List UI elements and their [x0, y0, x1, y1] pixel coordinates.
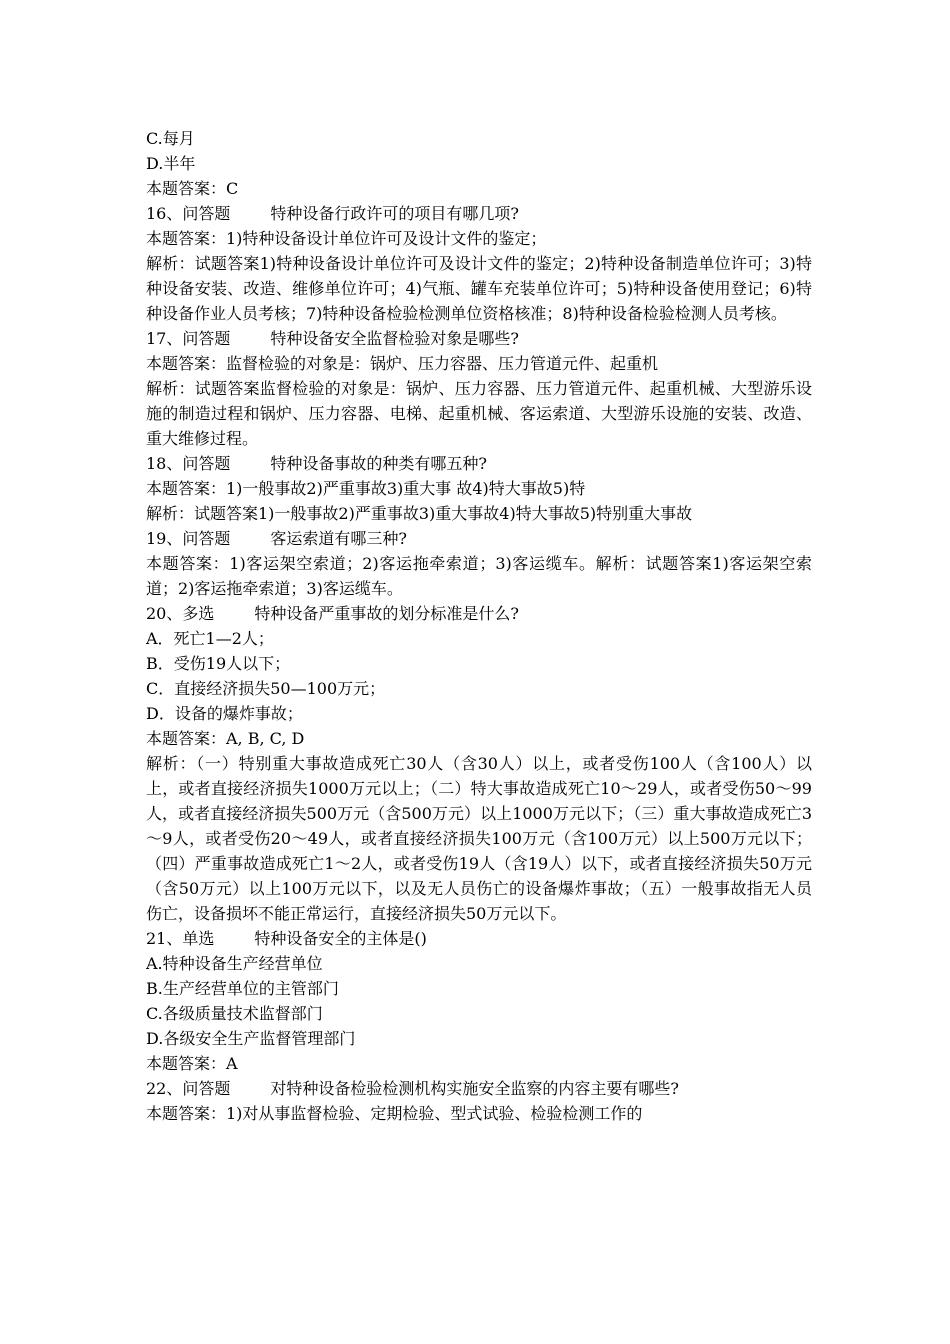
question-22 — [146, 1076, 812, 1101]
question-17 — [146, 326, 812, 351]
question-text: 对特种设备检验检测机构实施安全监察的内容主要有哪些? — [270, 1079, 679, 1098]
question-text: 特种设备行政许可的项目有哪几项? — [270, 204, 519, 223]
question-number: 20、多选 — [146, 604, 215, 623]
option-b: B．受伤19人以下； — [146, 654, 291, 673]
option-d: D.各级安全生产监督管理部门 — [146, 1029, 356, 1048]
analysis-17: 解析：试题答案监督检验的对象是：锅炉、压力容器、压力管道元件、起重机械、大型游乐设施的制造过程和锅炉、压力容器、电梯、起重机械、客运索道、大型游乐设施的安装、改造、重大维修过程。 — [146, 379, 812, 448]
question-18 — [146, 451, 812, 476]
option-b: B.生产经营单位的主管部门 — [146, 979, 339, 998]
option-d: D．设备的爆炸事故； — [146, 704, 303, 723]
answer-21: 本题答案：A — [146, 1054, 238, 1073]
question-number: 19、问答题 — [146, 529, 231, 548]
question-number: 16、问答题 — [146, 204, 231, 223]
option-a: A.特种设备生产经营单位 — [146, 954, 323, 973]
question-21 — [146, 926, 812, 951]
question-19 — [146, 526, 812, 551]
option-c: C.每月 — [146, 129, 195, 148]
question-20 — [146, 601, 812, 626]
question-text: 特种设备严重事故的划分标准是什么? — [254, 604, 519, 623]
option-d: D.半年 — [146, 154, 196, 173]
question-number: 21、单选 — [146, 929, 215, 948]
answer: 本题答案：C — [146, 179, 239, 198]
answer-22: 本题答案：1)对从事监督检验、定期检验、型式试验、检验检测工作的 — [146, 1104, 643, 1123]
answer-19: 本题答案：1)客运架空索道；2)客运拖牵索道；3)客运缆车。解析：试题答案1)客运架空索道；2)客运拖牵索道；3)客运缆车。 — [146, 554, 812, 598]
option-c: C.各级质量技术监督部门 — [146, 1004, 323, 1023]
question-text: 特种设备安全的主体是() — [254, 929, 427, 948]
analysis-18: 解析：试题答案1)一般事故2)严重事故3)重大事故4)特大事故5)特别重大事故 — [146, 504, 693, 523]
document-page — [146, 126, 812, 1126]
option-a: A．死亡1—2人； — [146, 629, 274, 648]
answer-17: 本题答案：监督检验的对象是：锅炉、压力容器、压力管道元件、起重机 — [146, 354, 659, 373]
question-number: 22、问答题 — [146, 1079, 231, 1098]
option-c: C．直接经济损失50—100万元； — [146, 679, 386, 698]
question-text: 客运索道有哪三种? — [270, 529, 407, 548]
question-text: 特种设备事故的种类有哪五种? — [270, 454, 487, 473]
analysis-16: 解析：试题答案1)特种设备设计单位许可及设计文件的鉴定；2)特种设备制造单位许可；3)特种设备安装、改造、维修单位许可；4)气瓶、罐车充装单位许可；5)特种设备使用登记；6)特种设备作业人员考核；7)特种设备检验检测单位资格核准；8)特种设备检验检测人员考核。 — [146, 254, 812, 323]
analysis-20: 解析：（一）特别重大事故造成死亡30人（含30人）以上，或者受伤100人（含100人）以上，或者直接经济损失1000万元以上；（二）特大事故造成死亡10～29人，或者受伤50～99人，或者直接经济损失500万元（含500万元）以上1000万元以下；（三）重大事故造成死亡3～9人，或者受伤20～49人，或者直接经济损失100万元（含100万元）以上500万元以下；（四）严重事故造成死亡1～2人，或者受伤19人（含19人）以下，或者直接经济损失50万元（含50万元）以上100万元以下，以及无人员伤亡的设备爆炸事故；（五）一般事故指无人员伤亡，设备损坏不能正常运行，直接经济损失50万元以下。 — [146, 754, 812, 923]
question-text: 特种设备安全监督检验对象是哪些? — [270, 329, 519, 348]
question-16 — [146, 201, 812, 226]
question-number: 17、问答题 — [146, 329, 231, 348]
answer-20: 本题答案：A, B, C, D — [146, 729, 305, 748]
answer-16: 本题答案：1)特种设备设计单位许可及设计文件的鉴定； — [146, 229, 547, 248]
answer-18: 本题答案：1)一般事故2)严重事故3)重大事 故4)特大事故5)特 — [146, 479, 586, 498]
question-number: 18、问答题 — [146, 454, 231, 473]
